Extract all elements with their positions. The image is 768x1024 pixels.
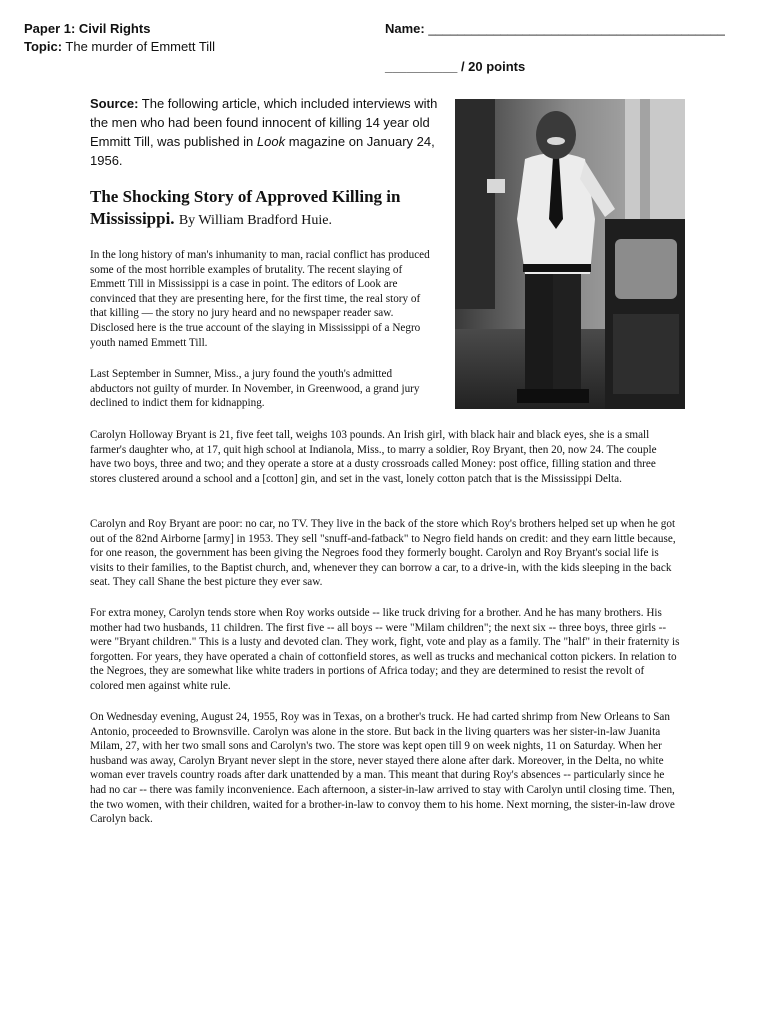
article-paragraph: In the long history of man's inhumanity to man, racial conflict has produced some of the most horrible examples of brutality. The recent slaying of Emmett Till in Mississippi is a case in point. The editors of Look are convinced that they are presenting here, for the first time, the real story of that killing — the story no jury heard and no newspaper reader saw. Disclosed here is the true account of the slaying in Mississippi of a Negro youth named Emmett Till. (90, 249, 430, 349)
source-label: Source: (90, 96, 139, 111)
article-title: The Shocking Story of Approved Killing in Mississippi. (90, 187, 401, 228)
name-label: Name: (385, 21, 425, 36)
source-intro (90, 94, 440, 170)
points-line (385, 59, 525, 74)
name-blank: _________________________________________ (428, 21, 725, 36)
article-paragraph: On Wednesday evening, August 24, 1955, Roy was in Texas, on a brother's truck. He had carted shrimp from New Orleans to San Antonio, proceeded to Brownsville. Carolyn was alone in the store. But back in the living quarters was her sister-in-law Juanita Milam, 27, with her two small sons and Carolyn's two. The store was kept open till 9 on week nights, 11 on Saturday. When her husband was away, Carolyn Bryant never slept in the store, never stayed there alone after dark. Moreover, in the Delta, no white woman ever travels country roads after dark unattended by a man. This meant that during Roy's absences -- particularly since he had no car -- there was family inconvenience. Each afternoon, a sister-in-law arrived to stay with Carolyn until closing time. Then, the two women, with their children, waited for a brother-in-law to convoy them to his home. Next morning, the sister-in-law drove Carolyn back. (90, 711, 675, 826)
topic-label: Topic: (24, 39, 63, 54)
portrait-photo (455, 99, 685, 409)
article-paragraph: Carolyn Holloway Bryant is 21, five feet tall, weighs 103 pounds. An Irish girl, with black hair and black eyes, she is a small farmer's daughter who, at 17, quit high school at Indianola, Miss., to marry a soldier, Roy Bryant, then 20, now 24. The couple have two boys, three and two; and they operate a store at a dusty crossroads called Money: post office, filling station and three stores clustered around a school and a [cotton] gin, and set in the vast, lonely cotton patch that is the Mississippi Delta. (90, 429, 657, 485)
article-paragraph: Carolyn and Roy Bryant are poor: no car, no TV. They live in the back of the store which Roy's brothers helped set up when he got out of the 82nd Airborne [army] in 1953. They sell "snuff-and-fatback" to Negro field hands on credit: and they earn little because, for one reason, the government has been giving the Negroes food they formerly bought. Carolyn and Roy Bryant's social life is visits to their families, to the Baptist church, and, whenever they can borrow a car, to a drive-in, with the kids sleeping in the back seat. They call Shane the best picture they ever saw. (90, 518, 676, 589)
source-text-pre: The following article, which included interviews with the men who had been found innocent of killing 14 year old Emmitt Till, was published in (90, 96, 438, 149)
article-paragraph: For extra money, Carolyn tends store when Roy works outside -- like truck driving for a brother. And he has many brothers. His mother had two husbands, 11 children. The first five -- all boys -- were "Milam children"; the next six -- three boys, three girls -- were "Bryant children." This is a lusty and devoted clan. They work, fight, vote and play as a family. The "half" in their fraternity is forgotten. For years, they have operated a chain of cottonfield stores, as well as trucks and mechanical cotton pickers. In relation to the Negroes, they are somewhat like white traders in portions of Africa today; and they are determined to resist the revolt of colored men against white rule. (90, 607, 680, 692)
magazine-name: Look (256, 134, 286, 149)
article-paragraph: Last September in Sumner, Miss., a jury found the youth's admitted abductors not guilty of murder. In November, in Greenwood, a grand jury declined to indict them for kidnapping. (90, 368, 420, 410)
photo-drawing (455, 99, 685, 409)
source-text-post: magazine on January 24, 1956. (90, 134, 435, 168)
points-text: / 20 points (460, 59, 526, 74)
topic-text: The murder of Emmett Till (65, 39, 215, 54)
points-blank: __________ (385, 59, 458, 74)
paper-title: Paper 1: Civil Rights (24, 21, 151, 36)
article-byline: By William Bradford Huie. (178, 213, 332, 228)
article-heading (90, 186, 440, 232)
worksheet-header (24, 20, 215, 56)
name-line[interactable] (385, 20, 725, 38)
